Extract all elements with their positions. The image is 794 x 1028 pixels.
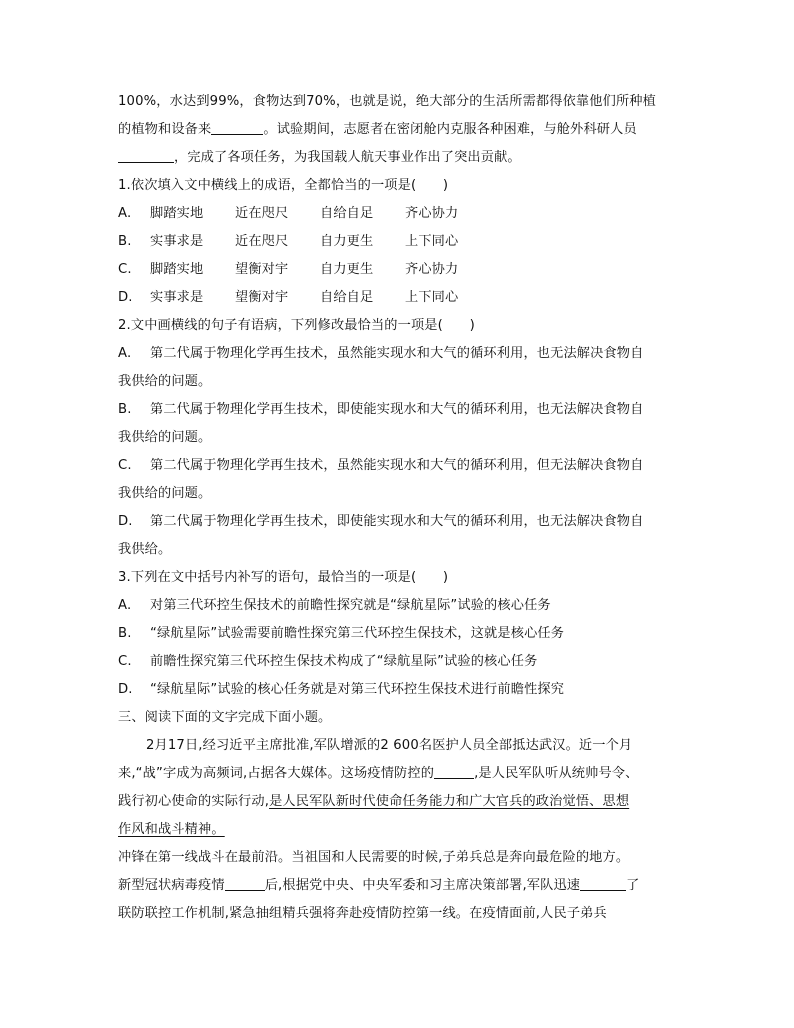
paragraph-text: 践行初心使命的实际行动, <box>118 794 270 809</box>
option-choice: 近在咫尺 <box>235 234 289 249</box>
option-label: C. <box>118 458 132 473</box>
option-choice: 上下同心 <box>405 290 459 305</box>
question-2-option-d[interactable] <box>118 512 643 532</box>
question-3-stem: 3.下列在文中括号内补写的语句，最恰当的一项是( ) <box>118 570 449 585</box>
paragraph-text: 了 <box>626 878 640 893</box>
question-3-option-c[interactable] <box>118 652 537 672</box>
fill-blank <box>118 148 174 163</box>
option-choice: 望衡对宇 <box>235 290 289 305</box>
section-heading: 三、阅读下面的文字完成下面小题。 <box>118 710 332 725</box>
question-1-option-c[interactable] <box>118 260 490 280</box>
underlined-sentence: 作风和战斗精神。 <box>118 822 225 837</box>
option-choice: 自给自足 <box>320 290 374 305</box>
question-3-option-d[interactable] <box>118 680 564 700</box>
option-label: A. <box>118 346 132 361</box>
question-2-option-b[interactable] <box>118 400 643 420</box>
option-text: 第二代属于物理化学再生技术，虽然能实现水和大气的循环利用，但无法解决食物自 <box>150 458 644 473</box>
option-label: C. <box>118 654 132 669</box>
paragraph-line: 冲锋在第一线战斗在最前沿。当祖国和人民需要的时候,子弟兵总是奔向最危险的地方。 <box>118 850 630 865</box>
option-choice: 望衡对宇 <box>235 262 289 277</box>
option-text-continued: 我供给。 <box>118 542 172 557</box>
fill-blank <box>225 876 265 891</box>
paragraph-line <box>118 820 225 840</box>
option-label: A. <box>118 206 132 221</box>
passage-text: 的植物和设备来 <box>118 122 212 137</box>
question-1-stem: 1.依次填入文中横线上的成语，全都恰当的一项是( ) <box>118 178 449 193</box>
option-choice: 齐心协力 <box>405 262 459 277</box>
option-label: B. <box>118 626 132 641</box>
paragraph-line <box>118 792 629 812</box>
paragraph-line: 联防联控工作机制,紧急抽组精兵强将奔赴疫情防控第一线。在疫情面前,人民子弟兵 <box>118 906 607 921</box>
question-2-option-a[interactable] <box>118 344 643 364</box>
option-label: D. <box>118 514 133 529</box>
question-2-option-c[interactable] <box>118 456 643 476</box>
option-label: D. <box>118 682 133 697</box>
passage-text: ，完成了各项任务，为我国载人航天事业作出了突出贡献。 <box>174 150 521 165</box>
passage-text: 。试验期间，志愿者在密闭舱内克服各种困难，与舱外科研人员 <box>263 122 637 137</box>
option-text: 第二代属于物理化学再生技术，虽然能实现水和大气的循环利用，也无法解决食物自 <box>150 346 644 361</box>
option-choice: 自力更生 <box>320 234 374 249</box>
option-choice: 上下同心 <box>405 234 459 249</box>
passage-line: 100%，水达到99%，食物达到70%，也就是说，绝大部分的生活所需都得依靠他们所种植 <box>118 94 656 109</box>
question-1-option-b[interactable] <box>118 232 490 252</box>
paragraph-line: 2月17日,经习近平主席批准,军队增派的2 600名医护人员全部抵达武汉。近一个月 <box>146 738 633 753</box>
question-1-option-d[interactable] <box>118 288 490 308</box>
option-label: B. <box>118 234 132 249</box>
question-3-option-b[interactable] <box>118 624 564 644</box>
fill-blank <box>434 764 474 779</box>
option-text: 前瞻性探究第三代环控生保技术构成了“绿航星际”试验的核心任务 <box>150 654 538 669</box>
paragraph-line <box>118 764 638 784</box>
passage-line <box>118 148 521 168</box>
option-choice: 自给自足 <box>320 206 374 221</box>
option-text-continued: 我供给的问题。 <box>118 374 212 389</box>
option-text: “绿航星际”试验需要前瞻性探究第三代环控生保技术，这就是核心任务 <box>150 626 565 641</box>
option-text-continued: 我供给的问题。 <box>118 486 212 501</box>
option-choice: 近在咫尺 <box>235 206 289 221</box>
fill-blank <box>580 876 626 891</box>
question-1-option-a[interactable] <box>118 204 490 224</box>
option-choice: 脚踏实地 <box>150 206 204 221</box>
paragraph-text: 后,根据党中央、中央军委和习主席决策部署,军队迅速 <box>264 878 581 893</box>
option-choice: 齐心协力 <box>405 206 459 221</box>
fill-blank <box>211 120 263 135</box>
option-choice: 自力更生 <box>320 262 374 277</box>
option-text: 第二代属于物理化学再生技术，即使能实现水和大气的循环利用，也无法解决食物自 <box>150 514 644 529</box>
option-text: “绿航星际”试验的核心任务就是对第三代环控生保技术进行前瞻性探究 <box>150 682 565 697</box>
option-label: A. <box>118 598 132 613</box>
option-text-continued: 我供给的问题。 <box>118 430 212 445</box>
passage-line <box>118 120 637 140</box>
option-choice: 脚踏实地 <box>150 262 204 277</box>
paragraph-text: 来,“战”字成为高频词,占据各大媒体。这场疫情防控的 <box>118 766 435 781</box>
option-choice: 实事求是 <box>150 234 204 249</box>
option-label: B. <box>118 402 132 417</box>
option-text: 对第三代环控生保技术的前瞻性探究就是“绿航星际”试验的核心任务 <box>150 598 551 613</box>
question-3-option-a[interactable] <box>118 596 551 616</box>
paragraph-text: ,是人民军队听从统帅号令、 <box>474 766 639 781</box>
option-label: D. <box>118 290 133 305</box>
option-choice: 实事求是 <box>150 290 204 305</box>
paragraph-line <box>118 876 640 896</box>
paragraph-text: 新型冠状病毒疫情 <box>118 878 225 893</box>
option-text: 第二代属于物理化学再生技术，即使能实现水和大气的循环利用，也无法解决食物自 <box>150 402 644 417</box>
option-label: C. <box>118 262 132 277</box>
underlined-sentence: 是人民军队新时代使命任务能力和广大官兵的政治觉悟、思想 <box>269 794 630 809</box>
question-2-stem: 2.文中画横线的句子有语病，下列修改最恰当的一项是( ) <box>118 318 475 333</box>
